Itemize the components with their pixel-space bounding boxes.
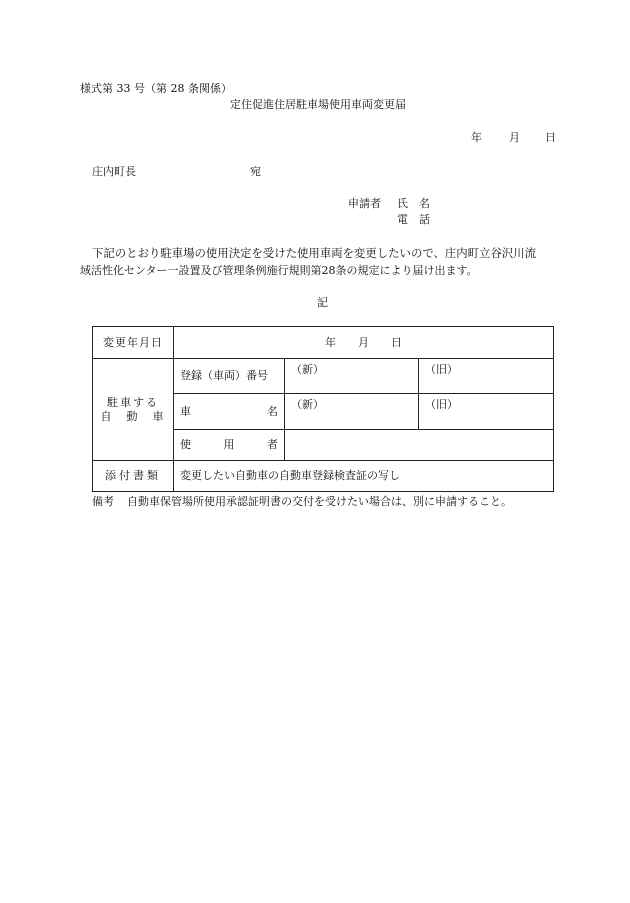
vehicle-label-line-2: 自 動 車: [100, 409, 166, 423]
addressee-suffix: 宛: [250, 165, 261, 178]
change-form-table: [92, 326, 554, 492]
change-date-label: 変更年月日: [93, 327, 174, 359]
reg-no-old: （旧）: [419, 359, 554, 394]
body-line-1: 下記のとおり駐車場の使用決定を受けた使用車両を変更したいので、庄内町立谷沢川流: [92, 246, 537, 260]
car-label-a: 車: [180, 404, 191, 418]
ki-mark: 記: [317, 296, 328, 309]
attach-label: 添付書類: [93, 461, 174, 492]
applicant-phone-label: 電 話: [397, 213, 430, 226]
car-label-b: 名: [267, 404, 278, 418]
body-line-2: 域活性化センター一設置及び管理条例施行規則第28条の規定により届け出ます。: [80, 264, 478, 277]
applicant-label: 申請者: [348, 197, 381, 210]
reg-no-new: （新）: [285, 359, 419, 394]
user-label-c: 者: [267, 438, 278, 452]
remarks-text: 自動車保管場所使用承認証明書の交付を受けたい場合は、別に申請すること。: [127, 495, 512, 508]
car-name-label-cell: [174, 394, 285, 430]
car-name-old: （旧）: [419, 394, 554, 430]
date-day: 日: [545, 131, 556, 144]
applicant-name-label: 氏 名: [397, 197, 430, 210]
user-label-cell: [174, 430, 285, 461]
form-title: 定住促進住居駐車場使用車両変更届: [230, 98, 406, 111]
date-year: 年: [471, 131, 482, 144]
form-number: 様式第 33 号（第 28 条関係）: [80, 82, 232, 95]
attach-value: 変更したい自動車の自動車登録検査証の写し: [174, 461, 554, 492]
user-label-b: 用: [223, 438, 235, 452]
car-name-new: （新）: [285, 394, 419, 430]
user-value: [285, 430, 554, 461]
vehicle-label-line-1: 駐車する: [107, 396, 159, 410]
user-label-a: 使: [180, 438, 191, 452]
remarks-label: 備考: [92, 495, 114, 508]
change-date-value: 年 月 日: [174, 327, 554, 359]
reg-no-label: 登録（車両）番号: [174, 359, 285, 394]
date-month: 月: [509, 131, 520, 144]
vehicle-label-cell: [93, 359, 174, 461]
addressee-name: 庄内町長: [92, 165, 136, 178]
